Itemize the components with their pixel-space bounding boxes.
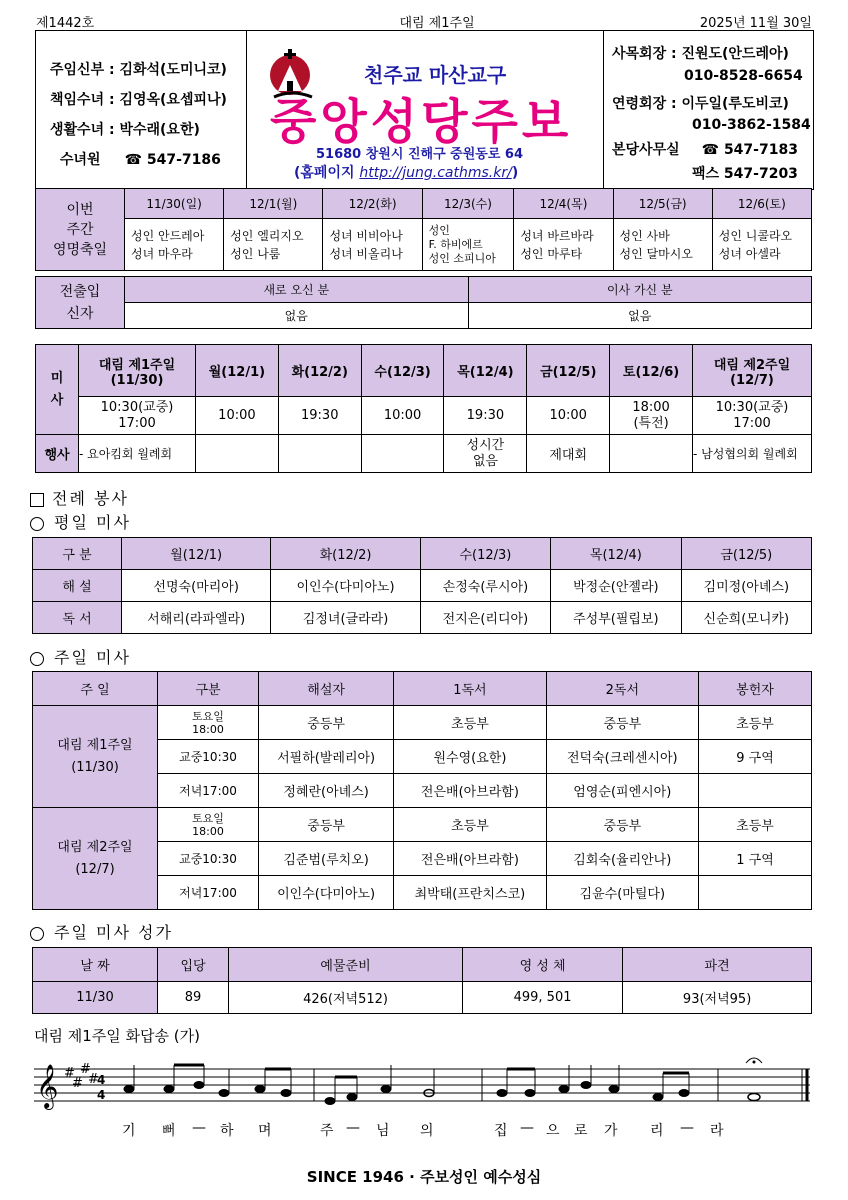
lyric: 라 xyxy=(710,1123,725,1139)
event-cell xyxy=(610,435,693,473)
table-cell: 저녁17:00 xyxy=(158,774,259,808)
table-cell: 엄영순(피엔시아) xyxy=(546,774,698,808)
lyric: 집 xyxy=(494,1123,509,1139)
table-cell: 토요일 18:00 xyxy=(158,808,259,842)
event-cell: 성시간 없음 xyxy=(444,435,527,473)
weekday-header: 구 분 xyxy=(33,538,122,570)
fax-line: 팩스 547-7203 xyxy=(692,166,798,182)
saint-day: 12/3(수) xyxy=(422,189,514,219)
weekday-table xyxy=(32,537,812,634)
svg-text:#: # xyxy=(80,1062,91,1077)
table-cell: 초등부 xyxy=(699,808,812,842)
section-sunday-song: 주일 미사 성가 xyxy=(30,920,173,943)
saint-day: 12/1(월) xyxy=(224,189,323,219)
lyric: 리 xyxy=(650,1123,665,1139)
section-sunday: 주일 미사 xyxy=(30,645,131,668)
footer: SINCE 1946 · 주보성인 예수성심 xyxy=(306,1168,542,1186)
masthead xyxy=(35,30,814,190)
saint-names: 성인 F. 하비에르 성인 소피니아 xyxy=(422,219,514,271)
section-weekday: 평일 미사 xyxy=(30,510,131,533)
mass-time: 10:00 xyxy=(527,397,610,435)
table-cell: 선명숙(마리아) xyxy=(122,570,271,602)
table-cell: 김회숙(율리안나) xyxy=(546,842,698,876)
saint-names: 성인 니콜라오 성녀 아셀라 xyxy=(712,219,811,271)
saint-names: 성인 사바 성인 달마시오 xyxy=(613,219,712,271)
lyric: 으 xyxy=(546,1123,561,1139)
table-cell: 중등부 xyxy=(546,808,698,842)
section-liturgy: 전례 봉사 xyxy=(30,486,129,509)
pastor-line: 주임신부 : 김화석(도미니코) xyxy=(50,62,227,78)
svg-text:#: # xyxy=(64,1066,75,1081)
table-cell: 9 구역 xyxy=(699,740,812,774)
table-cell: 초등부 xyxy=(394,808,546,842)
homepage-link[interactable]: http://jung.cathms.kr/ xyxy=(359,165,512,181)
table-cell: 이인수(다미아노) xyxy=(271,570,420,602)
homepage: (홈페이지 http://jung.cathms.kr/) xyxy=(294,165,519,181)
svg-text:𝄞: 𝄞 xyxy=(36,1064,59,1108)
sunday-header: 봉헌자 xyxy=(699,672,812,706)
weekday-header: 목(12/4) xyxy=(551,538,681,570)
mass-day: 대림 제2주일 (12/7) xyxy=(693,345,812,397)
saint-names: 성인 엘리지오 성인 나룸 xyxy=(224,219,323,271)
table-cell: 주성부(필립보) xyxy=(551,602,681,634)
table-cell: 93(저녁95) xyxy=(623,982,812,1014)
table-cell: 중등부 xyxy=(259,706,394,740)
life-sister-line: 생활수녀 : 박수래(요한) xyxy=(50,122,200,138)
song-header: 영 성 체 xyxy=(462,948,622,982)
lyric: 하 xyxy=(220,1123,235,1139)
svg-text:#: # xyxy=(88,1072,99,1087)
circle-bullet-icon xyxy=(30,927,44,941)
table-cell xyxy=(699,876,812,910)
outgoing-value: 없음 xyxy=(468,303,812,329)
council-phone: 010-8528-6654 xyxy=(684,68,803,84)
week-name: 대림 제1주일 xyxy=(399,16,475,31)
table-cell: 426(저녁512) xyxy=(229,982,463,1014)
square-bullet-icon xyxy=(30,493,44,507)
lyric: 로 xyxy=(574,1123,589,1139)
mass-time: 10:30(교중) 17:00 xyxy=(693,397,812,435)
table-cell: 전덕숙(크레센시아) xyxy=(546,740,698,774)
weekday-header: 월(12/1) xyxy=(122,538,271,570)
lyric: 기 xyxy=(122,1123,137,1139)
mass-label: 미 사 xyxy=(36,345,79,435)
mass-schedule-table xyxy=(35,344,812,473)
song-header: 입당 xyxy=(158,948,229,982)
table-cell: 원수영(요한) xyxy=(394,740,546,774)
mass-day: 대림 제1주일 (11/30) xyxy=(79,345,196,397)
lyric: 가 xyxy=(604,1123,619,1139)
sunday-header: 1독서 xyxy=(394,672,546,706)
saint-names: 성인 안드레아 성녀 마우라 xyxy=(125,219,224,271)
sunday-header: 2독서 xyxy=(546,672,698,706)
funeral-president: 연령회장 : 이두일(루도비코) xyxy=(612,96,789,112)
table-cell: 교중10:30 xyxy=(158,842,259,876)
address: 51680 창원시 진해구 중원동로 64 xyxy=(316,147,524,162)
lyric: 며 xyxy=(258,1123,273,1139)
event-label: 행사 xyxy=(36,435,79,473)
event-cell xyxy=(196,435,279,473)
sunday-group-label: 대림 제2주일 (12/7) xyxy=(33,808,158,910)
table-cell: 89 xyxy=(158,982,229,1014)
table-cell: 전은배(아브라함) xyxy=(394,842,546,876)
song-header: 예물준비 xyxy=(229,948,463,982)
lyric: — xyxy=(680,1120,695,1136)
saints-label: 이번 주간 영명축일 xyxy=(36,189,125,271)
incoming-header: 새로 오신 분 xyxy=(125,277,469,303)
diocese-name: 천주교 마산교구 xyxy=(364,63,507,87)
table-cell: 박정순(안젤라) xyxy=(551,570,681,602)
mass-time: 10:30(교중) 17:00 xyxy=(79,397,196,435)
convent-line: 수녀원 ☎ 547-7186 xyxy=(60,152,221,168)
mass-day: 수(12/3) xyxy=(361,345,444,397)
saints-table xyxy=(35,188,812,271)
lyric: — xyxy=(346,1120,361,1136)
mass-time: 19:30 xyxy=(444,397,527,435)
mass-time: 19:30 xyxy=(278,397,361,435)
event-cell: - 요아킴회 월례회 xyxy=(79,435,196,473)
lyric: 님 xyxy=(376,1123,391,1139)
circle-bullet-icon xyxy=(30,652,44,666)
mass-day: 토(12/6) xyxy=(610,345,693,397)
sunday-group-label: 대림 제1주일 (11/30) xyxy=(33,706,158,808)
event-cell: - 남성협의회 월례회 xyxy=(693,435,812,473)
table-cell: 김미정(아녜스) xyxy=(681,570,811,602)
weekday-header: 화(12/2) xyxy=(271,538,420,570)
saint-day: 11/30(일) xyxy=(125,189,224,219)
mass-time: 10:00 xyxy=(196,397,279,435)
transfer-label: 전출입 신자 xyxy=(36,277,125,329)
event-cell xyxy=(361,435,444,473)
table-cell: 499, 501 xyxy=(462,982,622,1014)
table-cell: 김준범(루치오) xyxy=(259,842,394,876)
saint-names: 성녀 비비아나 성녀 비올리나 xyxy=(323,219,422,271)
table-cell: 김정녀(글라라) xyxy=(271,602,420,634)
saint-day: 12/6(토) xyxy=(712,189,811,219)
psalm-title: 대림 제1주일 화답송 (가) xyxy=(34,1027,200,1045)
table-cell: 전은배(아브라함) xyxy=(394,774,546,808)
table-cell: 신순희(모니카) xyxy=(681,602,811,634)
mass-day: 화(12/2) xyxy=(278,345,361,397)
issue-number: 제1442호 xyxy=(36,16,95,31)
svg-text:#: # xyxy=(72,1076,83,1091)
event-cell: 제대회 xyxy=(527,435,610,473)
lyric: 뻐 xyxy=(162,1123,177,1139)
saint-day: 12/4(목) xyxy=(514,189,613,219)
table-cell: 서해리(라파엘라) xyxy=(122,602,271,634)
table-cell: 정혜란(아녜스) xyxy=(259,774,394,808)
office-line: 본당사무실 ☎ 547-7183 xyxy=(612,142,798,158)
psalm-score xyxy=(34,1055,814,1115)
logo-area xyxy=(246,31,603,189)
lyric: — xyxy=(192,1120,207,1136)
table-cell: 김윤수(마틸다) xyxy=(546,876,698,910)
song-table xyxy=(32,947,812,1014)
incoming-value: 없음 xyxy=(125,303,469,329)
sunday-header: 구분 xyxy=(158,672,259,706)
table-cell: 최박태(프란치스코) xyxy=(394,876,546,910)
top-line xyxy=(36,12,812,31)
staff-left xyxy=(36,31,247,189)
table-cell: 이인수(다미아노) xyxy=(259,876,394,910)
svg-text:4: 4 xyxy=(97,1088,106,1102)
issue-date: 2025년 11월 30일 xyxy=(699,16,812,31)
mass-time: 18:00 (특전) xyxy=(610,397,693,435)
lyric: 주 xyxy=(320,1123,335,1139)
council-president: 사목회장 : 진원도(안드레아) xyxy=(612,46,789,62)
weekday-header: 수(12/3) xyxy=(420,538,550,570)
sunday-header: 주 일 xyxy=(33,672,158,706)
table-cell: 서필하(발레리아) xyxy=(259,740,394,774)
table-cell: 중등부 xyxy=(546,706,698,740)
lyric: 의 xyxy=(420,1123,435,1139)
lyric: — xyxy=(520,1120,535,1136)
transfer-table xyxy=(35,276,812,329)
table-cell: 중등부 xyxy=(259,808,394,842)
saint-day: 12/2(화) xyxy=(323,189,422,219)
sunday-table xyxy=(32,671,812,910)
table-cell: 1 구역 xyxy=(699,842,812,876)
table-cell: 초등부 xyxy=(394,706,546,740)
sister-line: 책임수녀 : 김영옥(요셉피나) xyxy=(50,92,227,108)
mass-time: 10:00 xyxy=(361,397,444,435)
outgoing-header: 이사 가신 분 xyxy=(468,277,812,303)
table-cell: 교중10:30 xyxy=(158,740,259,774)
staff-right xyxy=(603,31,814,189)
circle-bullet-icon xyxy=(30,517,44,531)
table-cell: 손정숙(루시아) xyxy=(420,570,550,602)
row-label: 독 서 xyxy=(33,602,122,634)
sunday-header: 해설자 xyxy=(259,672,394,706)
table-cell: 초등부 xyxy=(699,706,812,740)
table-cell: 전지은(리디아) xyxy=(420,602,550,634)
event-cell xyxy=(278,435,361,473)
song-date: 11/30 xyxy=(33,982,158,1014)
svg-text:4: 4 xyxy=(97,1073,106,1087)
table-cell: 토요일 18:00 xyxy=(158,706,259,740)
weekday-header: 금(12/5) xyxy=(681,538,811,570)
table-cell: 저녁17:00 xyxy=(158,876,259,910)
row-label: 해 설 xyxy=(33,570,122,602)
mass-day: 목(12/4) xyxy=(444,345,527,397)
saint-day: 12/5(금) xyxy=(613,189,712,219)
saint-names: 성녀 바르바라 성인 마루타 xyxy=(514,219,613,271)
mass-day: 금(12/5) xyxy=(527,345,610,397)
song-header: 날 짜 xyxy=(33,948,158,982)
bulletin-title: 중앙성당주보 xyxy=(270,94,573,150)
song-header: 파견 xyxy=(623,948,812,982)
mass-day: 월(12/1) xyxy=(196,345,279,397)
funeral-phone: 010-3862-1584 xyxy=(692,117,811,133)
table-cell xyxy=(699,774,812,808)
